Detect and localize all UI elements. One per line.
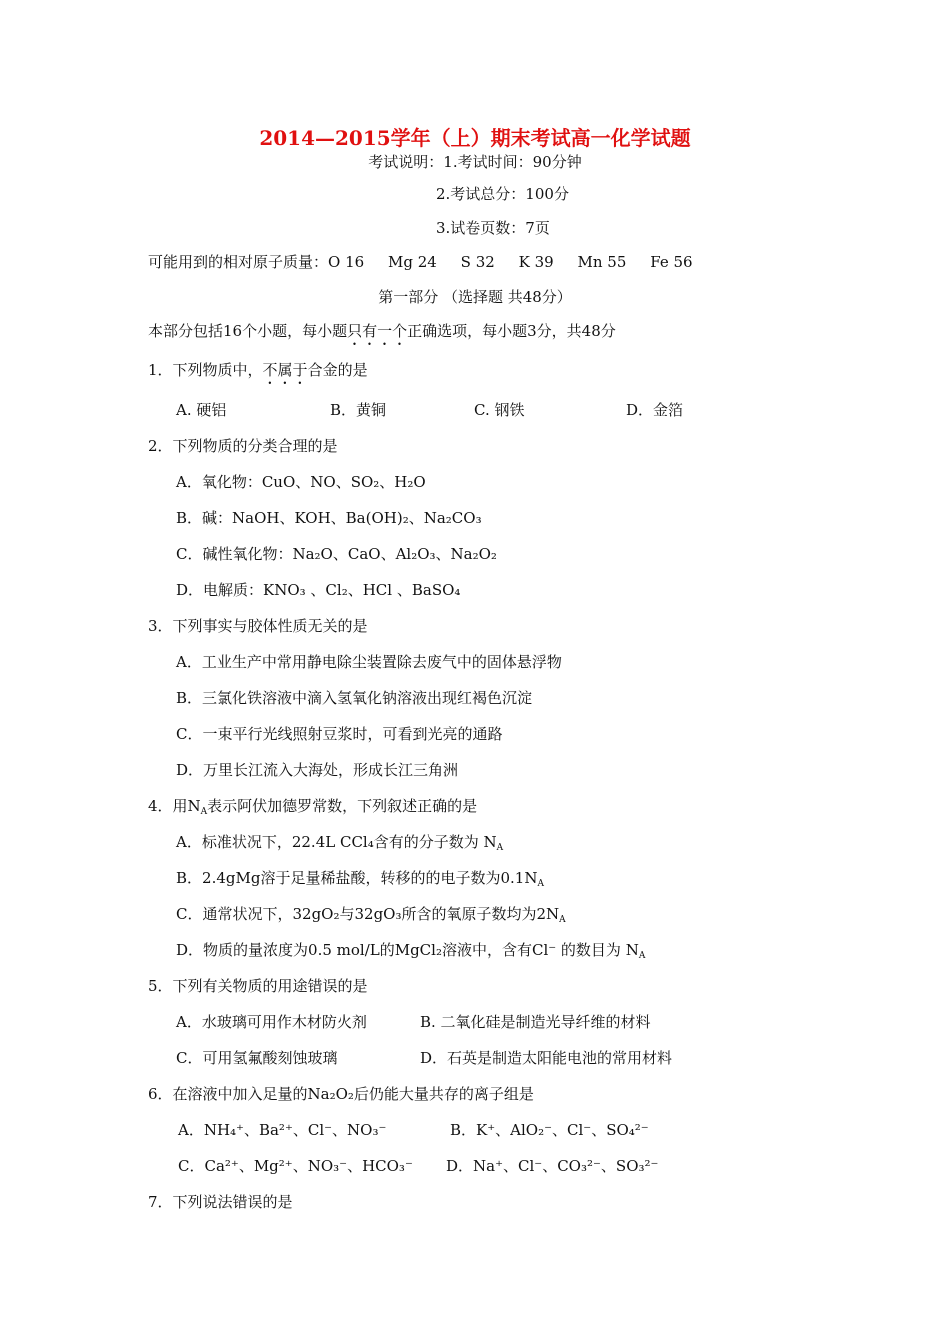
- section-intro: [148, 321, 616, 349]
- intro-part-a: 本部分包括16个小题，每小题: [148, 322, 348, 340]
- question-6-stem: 6．在溶液中加入足量的Na₂O₂后仍能大量共存的离子组是: [148, 1085, 534, 1103]
- question-1-stem: [148, 360, 368, 388]
- q1-option-a: A. 硬铝: [176, 401, 227, 419]
- q2-option-c: C．碱性氧化物：Na₂O、CaO、Al₂O₃、Na₂O₂: [176, 545, 497, 563]
- question-7-stem: 7．下列说法错误的是: [148, 1193, 293, 1211]
- section-heading: 第一部分 （选择题 共48分）: [378, 288, 572, 306]
- q1-option-d: D．金箔: [626, 401, 684, 419]
- q5-option-d: D．石英是制造太阳能电池的常用材料: [420, 1049, 673, 1067]
- q4-option-d: D．物质的量浓度为0.5 mol/L的MgCl₂溶液中，含有Cl⁻ 的数目为 $N_A$: [176, 941, 646, 961]
- q3-option-c: C．一束平行光线照射豆浆时，可看到光亮的通路: [176, 725, 503, 743]
- question-4-stem: 4．用$N_A$表示阿伏加德罗常数，下列叙述正确的是: [148, 797, 478, 817]
- intro-emphasis: 只有一个: [347, 322, 408, 340]
- q2-option-b: B．碱：NaOH、KOH、Ba(OH)₂、Na₂CO₃: [176, 509, 482, 527]
- question-5-stem: 5．下列有关物质的用途错误的是: [148, 977, 368, 995]
- q4-option-a: A．标准状况下，22.4L CCl₄含有的分子数为 $N_A$: [176, 833, 504, 853]
- exam-note-time: 考试说明：1.考试时间：90分钟: [368, 153, 582, 171]
- q4-option-c: C．通常状况下，32gO₂与32gO₃所含的氧原子数均为$2N_A$: [176, 905, 566, 925]
- q1-stem-b: 合金的是: [307, 361, 368, 379]
- atomic-mass-line: 可能用到的相对原子质量：O 16 Mg 24 S 32 K 39 Mn 55 Fe 56: [148, 253, 693, 271]
- q6-option-d: D．Na⁺、Cl⁻、CO₃²⁻、SO₃²⁻: [446, 1157, 659, 1175]
- q1-stem-a: 1．下列物质中，: [148, 361, 263, 379]
- q1-option-b: B．黄铜: [330, 401, 387, 419]
- question-2-stem: 2．下列物质的分类合理的是: [148, 437, 338, 455]
- q2-option-a: A．氧化物：CuO、NO、SO₂、H₂O: [176, 473, 426, 491]
- q5-option-b: B. 二氧化硅是制造光导纤维的材料: [420, 1013, 651, 1031]
- q1-option-c: C. 钢铁: [474, 401, 525, 419]
- intro-part-b: 正确选项，每小题3分，共48分: [407, 322, 616, 340]
- q6-option-a: A．NH₄⁺、Ba²⁺、Cl⁻、NO₃⁻: [178, 1121, 387, 1139]
- q5-option-c: C．可用氢氟酸刻蚀玻璃: [176, 1049, 338, 1067]
- q2-option-d: D．电解质：KNO₃ 、Cl₂、HCl 、BaSO₄: [176, 581, 461, 599]
- q3-option-d: D．万里长江流入大海处，形成长江三角洲: [176, 761, 459, 779]
- q4-option-b: B．2.4gMg溶于足量稀盐酸，转移的的电子数为$0.1N_A$: [176, 869, 544, 889]
- question-3-stem: 3．下列事实与胶体性质无关的是: [148, 617, 368, 635]
- q6-option-b: B．K⁺、AlO₂⁻、Cl⁻、SO₄²⁻: [450, 1121, 649, 1139]
- exam-title: 2014—2015学年（上）期末考试高一化学试题: [259, 126, 691, 150]
- q6-option-c: C．Ca²⁺、Mg²⁺、NO₃⁻、HCO₃⁻: [178, 1157, 413, 1175]
- q3-option-b: B．三氯化铁溶液中滴入氢氧化钠溶液出现红褐色沉淀: [176, 689, 533, 707]
- q3-option-a: A．工业生产中常用静电除尘装置除去废气中的固体悬浮物: [176, 653, 562, 671]
- exam-note-pages: 3.试卷页数：7页: [436, 219, 550, 237]
- q5-option-a: A．水玻璃可用作木材防火剂: [176, 1013, 367, 1031]
- q1-stem-emphasis: 不属于: [262, 361, 308, 379]
- exam-note-score: 2.考试总分：100分: [436, 185, 569, 203]
